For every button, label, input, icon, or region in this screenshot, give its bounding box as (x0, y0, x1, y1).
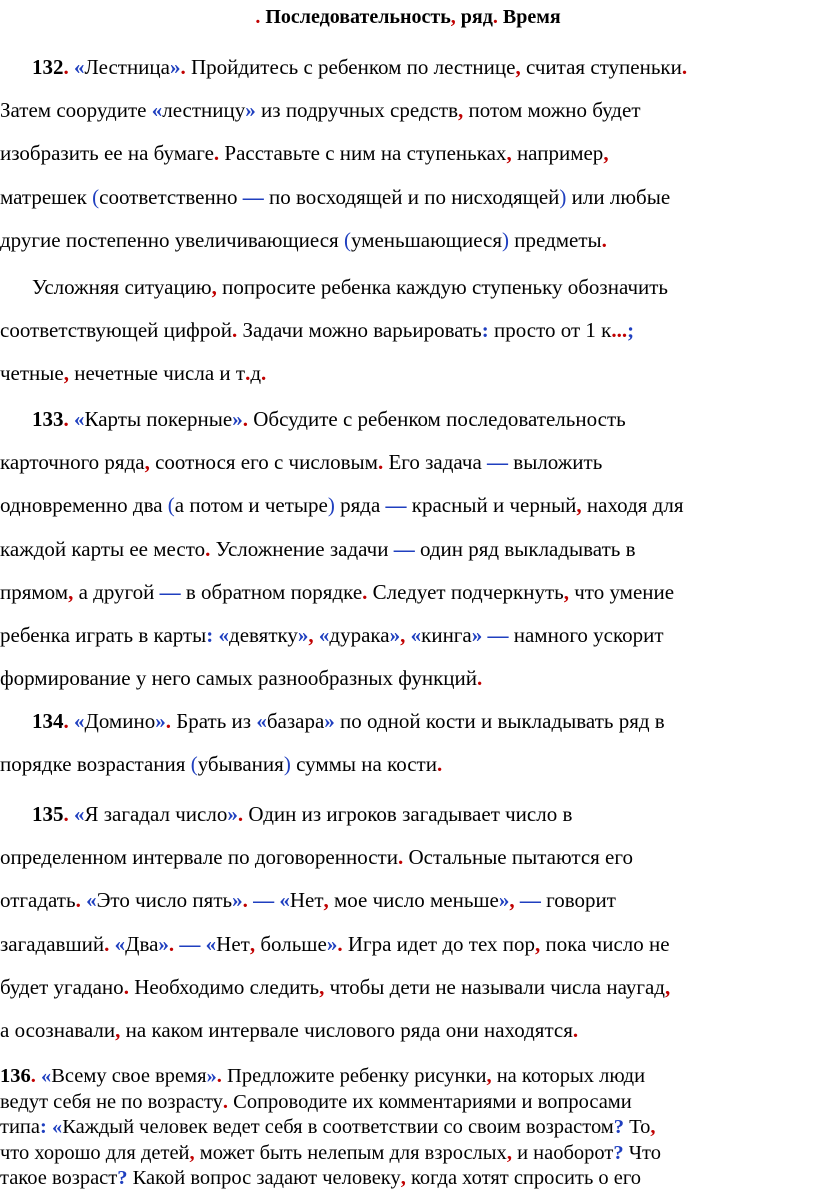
line: загадавший. «Два». — «Нет, больше». Игра идет до тех пор, пока число не (0, 931, 670, 956)
line: карточного ряда, соотнося его с числовым. Его задача — выложить (0, 450, 603, 475)
section-title: . Последовательность, ряд. Время (255, 6, 561, 28)
paragraph-135 (0, 793, 816, 1052)
line: порядке возрастания (убывания) суммы на кости. (0, 752, 443, 777)
line: формирование у него самых разнообразных функций. (0, 666, 483, 691)
line: отгадать. «Это число пять». — «Нет, мое число меньше», — говорит (0, 888, 616, 913)
line: соответствующей цифрой. Задачи можно варьировать: просто от 1 к...; (0, 318, 635, 343)
line: матрешек (соответственно — по восходящей и по нисходящей) или любые (0, 184, 671, 209)
line: 132. «Лестница». Пройдитесь с ребенком по лестнице, считая ступеньки. (32, 55, 688, 79)
line: прямом, а другой — в обратном порядке. Следует подчеркнуть, что умение (0, 579, 675, 604)
line: типа: «Каждый человек ведет себя в соответствии со своим возрастом? То, (0, 1116, 656, 1138)
line: 136. «Всему свое время». Предложите ребенку рисунки, на которых люди (0, 1065, 646, 1087)
line: четные, нечетные числа и т.д. (0, 361, 267, 386)
line: будет угадано. Необходимо следить, чтобы дети не называли числа наугад, (0, 974, 671, 999)
line: другие постепенно увеличивающиеся (уменьшающиеся) предметы. (0, 227, 607, 252)
paragraph-136 (0, 1064, 816, 1192)
line: Усложняя ситуацию, попросите ребенка каждую ступеньку обозначить (32, 275, 669, 300)
line: а осознавали, на каком интервале числового ряда они находятся. (0, 1018, 579, 1043)
line: каждой карты ее место. Усложнение задачи — один ряд выкладывать в (0, 536, 636, 561)
line: определенном интервале по договоренности. Остальные пытаются его (0, 845, 633, 870)
line: 133. «Карты покерные». Обсудите с ребенком последовательность (32, 407, 626, 431)
line: что хорошо для детей, может быть нелепым для взрослых, и наоборот? Что (0, 1141, 661, 1164)
paragraph-132 (0, 46, 816, 396)
line: Затем соорудите «лестницу» из подручных средств, потом можно будет (0, 98, 641, 123)
line: ведут себя не по возрасту. Сопроводите их комментариями и вопросами (0, 1090, 632, 1113)
line: такое возраст? Какой вопрос задают человеку, когда хотят спросить о его (0, 1167, 642, 1189)
line: изобразить ее на бумаге. Расставьте с ним на ступеньках, например, (0, 141, 609, 166)
paragraph-134 (0, 700, 816, 786)
line: одновременно два (а потом и четыре) ряда — красный и черный, находя для (0, 493, 684, 518)
line: ребенка играть в карты: «девятку», «дурака», «кинга» — намного ускорит (0, 623, 664, 648)
line: 135. «Я загадал число». Один из игроков загадывает число в (32, 802, 573, 826)
paragraph-133 (0, 398, 816, 700)
line: 134. «Домино». Брать из «базара» по одной кости и выкладывать ряд в (32, 709, 665, 733)
